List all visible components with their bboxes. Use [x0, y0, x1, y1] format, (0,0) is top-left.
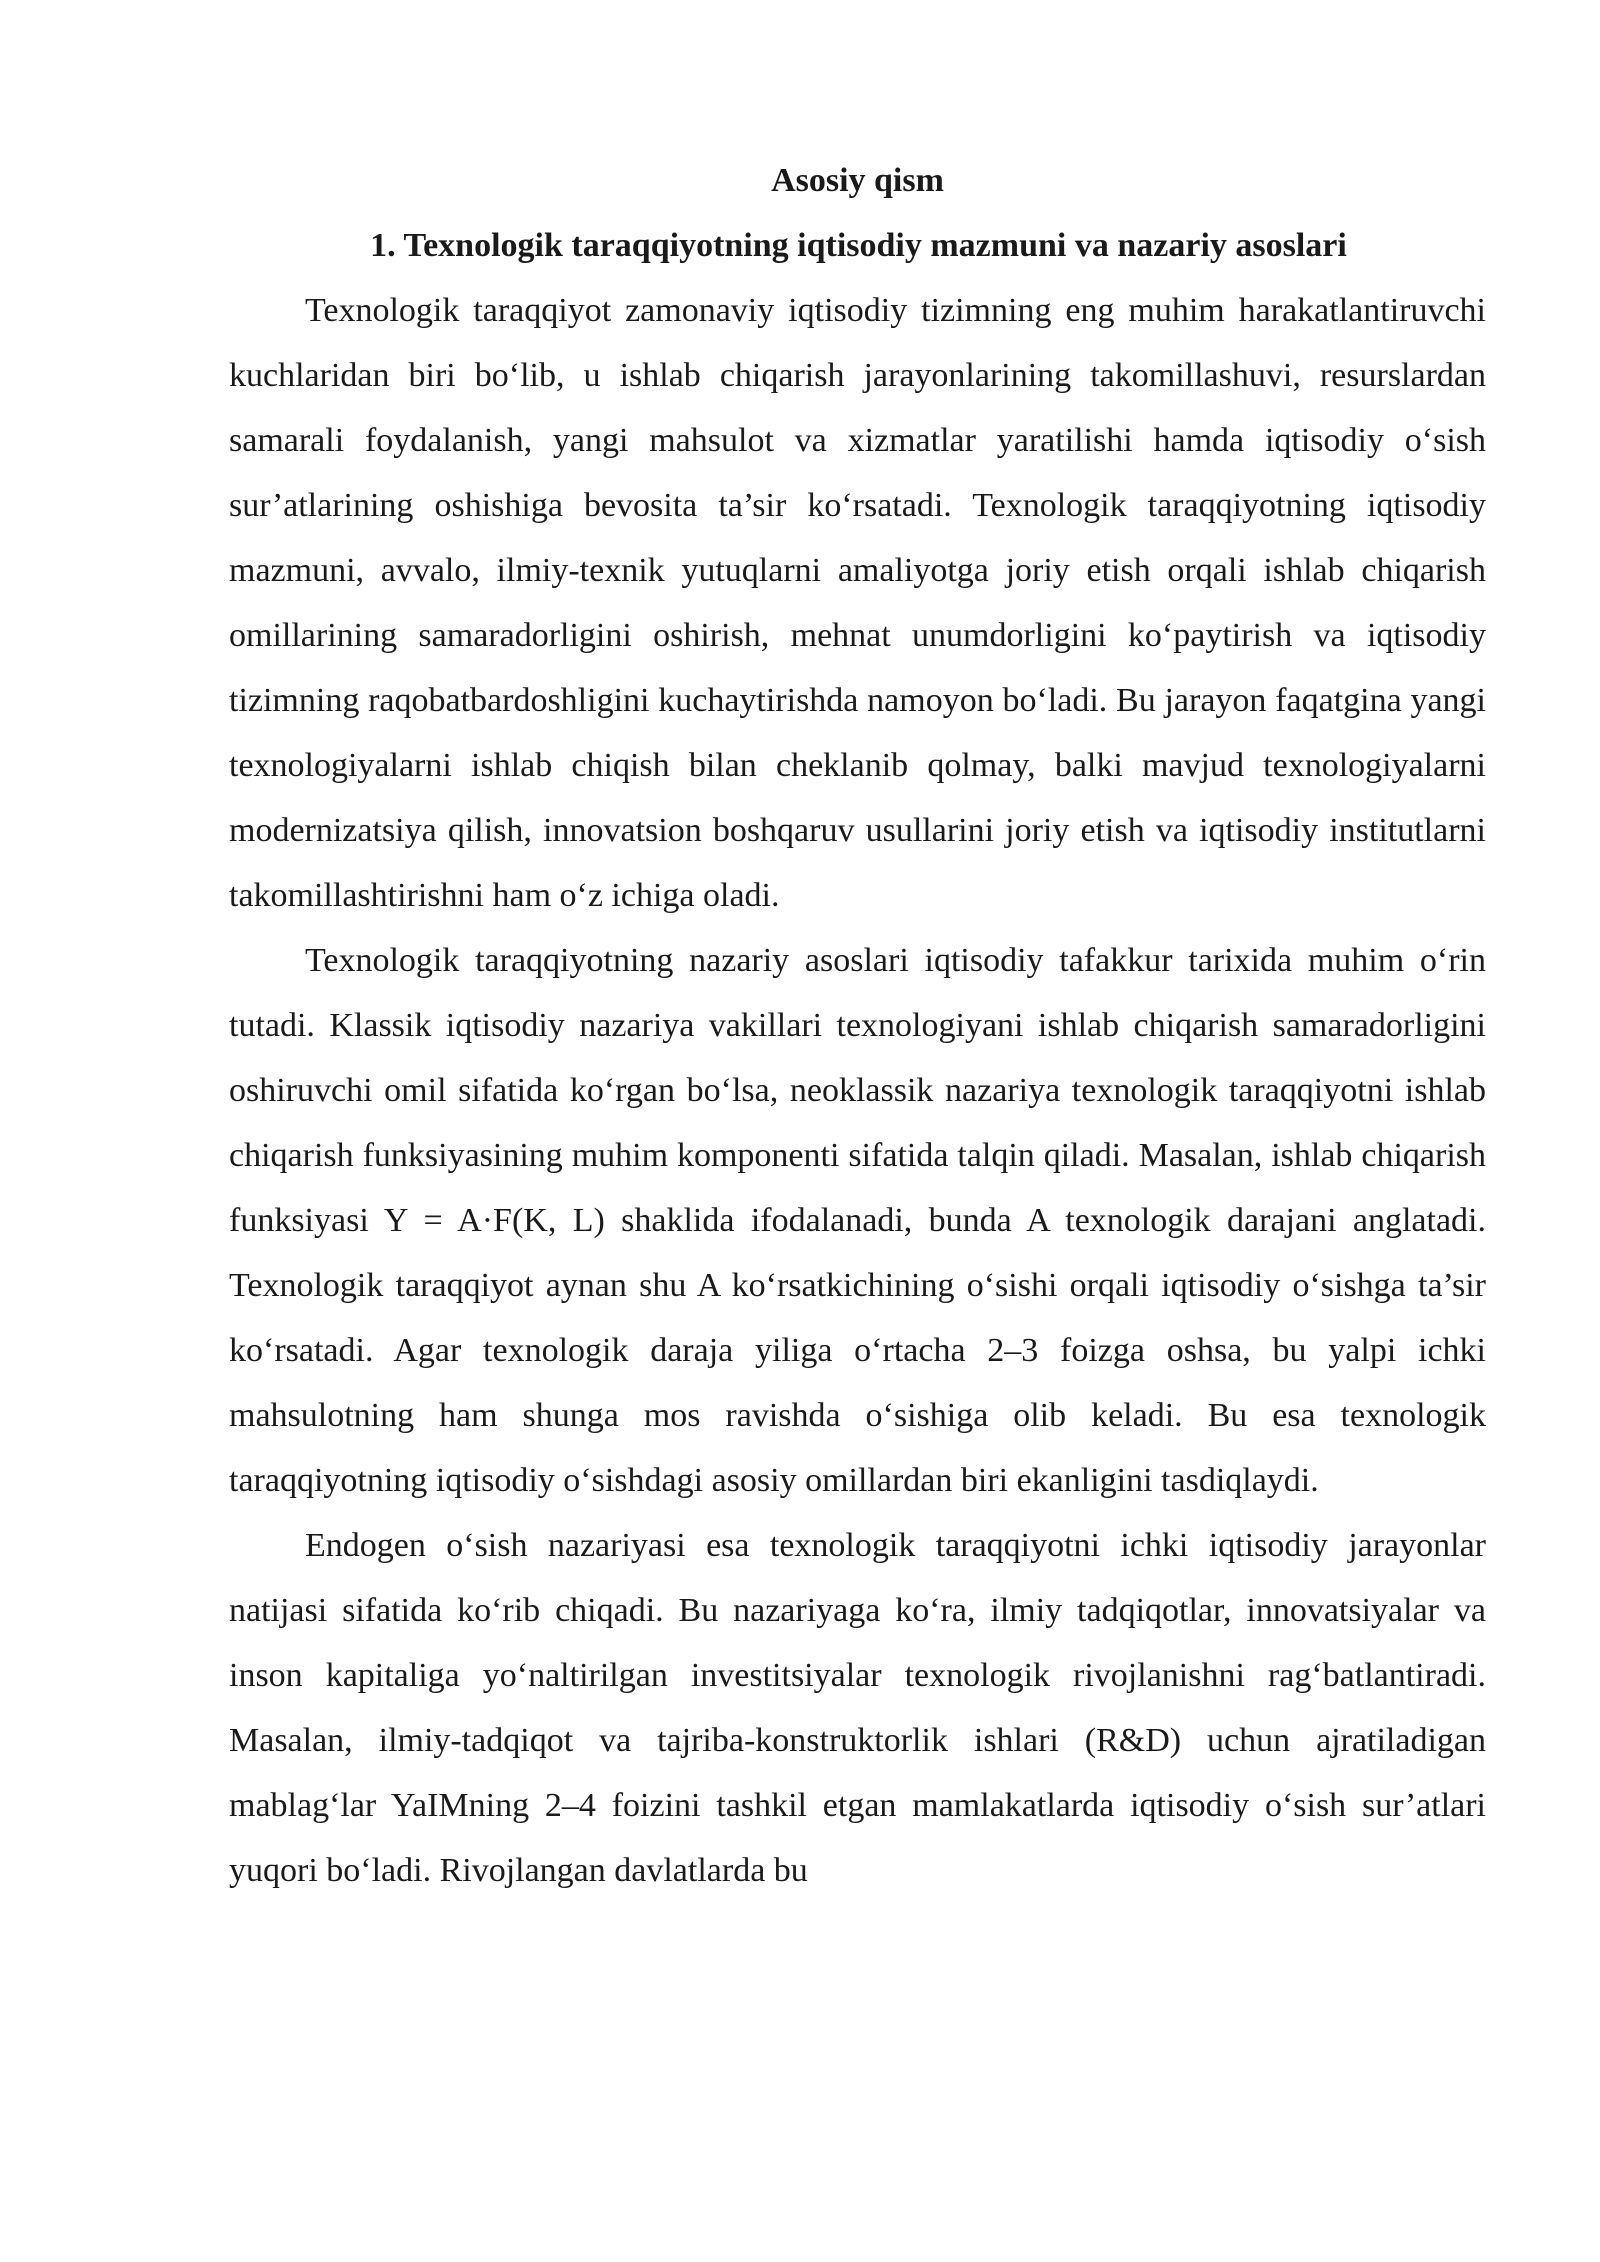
section-heading: 1. Texnologik taraqqiyotning iqtisodiy mazmuni va nazariy asoslari — [370, 227, 1347, 264]
document-body — [229, 148, 1486, 1903]
paragraph-2: Texnologik taraqqiyotning nazariy asoslari iqtisodiy tafakkur tarixida muhim o‘rin tutadi. Klassik iqtisodiy nazariya vakillari texnologiyani ishlab chiqarish samaradorligini oshiruvchi omil sifatida ko‘rgan bo‘lsa, neoklassik nazariya texnologik taraqqiyotni ishlab chiqarish funksiyasining muhim komponenti sifatida talqin qiladi. Masalan, ishlab chiqarish funksiyasi Y = A·F(K, L) shaklida ifodalanadi, bunda A texnologik darajani anglatadi. Texnologik taraqqiyot aynan shu A ko‘rsatkichining o‘sishi orqali iqtisodiy o‘sishga ta’sir ko‘rsatadi. Agar texnologik daraja yiliga o‘rtacha 2–3 foizga oshsa, bu yalpi ichki mahsulotning ham shunga mos ravishda o‘sishiga olib keladi. Bu esa texnologik taraqqiyotning iqtisodiy o‘sishdagi asosiy omillardan biri ekanligini tasdiqlaydi. — [229, 942, 1486, 1499]
paragraph-3: Endogen o‘sish nazariyasi esa texnologik taraqqiyotni ichki iqtisodiy jarayonlar natijasi sifatida ko‘rib chiqadi. Bu nazariyaga ko‘ra, ilmiy tadqiqotlar, innovatsiyalar va inson kapitaliga yo‘naltirilgan investitsiyalar texnologik rivojlanishni rag‘batlantiradi. Masalan, ilmiy-tadqiqot va tajriba-konstruktorlik ishlari (R&D) uchun ajratiladigan mablag‘lar YaIMning 2–4 foizini tashkil etgan mamlakatlarda iqtisodiy o‘sish sur’atlari yuqori bo‘ladi. Rivojlangan davlatlarda bu — [229, 1527, 1486, 1889]
page-title: Asosiy qism — [771, 162, 944, 199]
paragraph-1: Texnologik taraqqiyot zamonaviy iqtisodiy tizimning eng muhim harakatlantiruvchi kuchlaridan biri bo‘lib, u ishlab chiqarish jarayonlarining takomillashuvi, resurslardan samarali foydalanish, yangi mahsulot va xizmatlar yaratilishi hamda iqtisodiy o‘sish sur’atlarining oshishiga bevosita ta’sir ko‘rsatadi. Texnologik taraqqiyotning iqtisodiy mazmuni, avvalo, ilmiy-texnik yutuqlarni amaliyotga joriy etish orqali ishlab chiqarish omillarining samaradorligini oshirish, mehnat unumdorligini ko‘paytirish va iqtisodiy tizimning raqobatbardoshligini kuchaytirishda namoyon bo‘ladi. Bu jarayon faqatgina yangi texnologiyalarni ishlab chiqish bilan cheklanib qolmay, balki mavjud texnologiyalarni modernizatsiya qilish, innovatsion boshqaruv usullarini joriy etish va iqtisodiy institutlarni takomillashtirishni ham o‘z ichiga oladi. — [229, 292, 1486, 914]
